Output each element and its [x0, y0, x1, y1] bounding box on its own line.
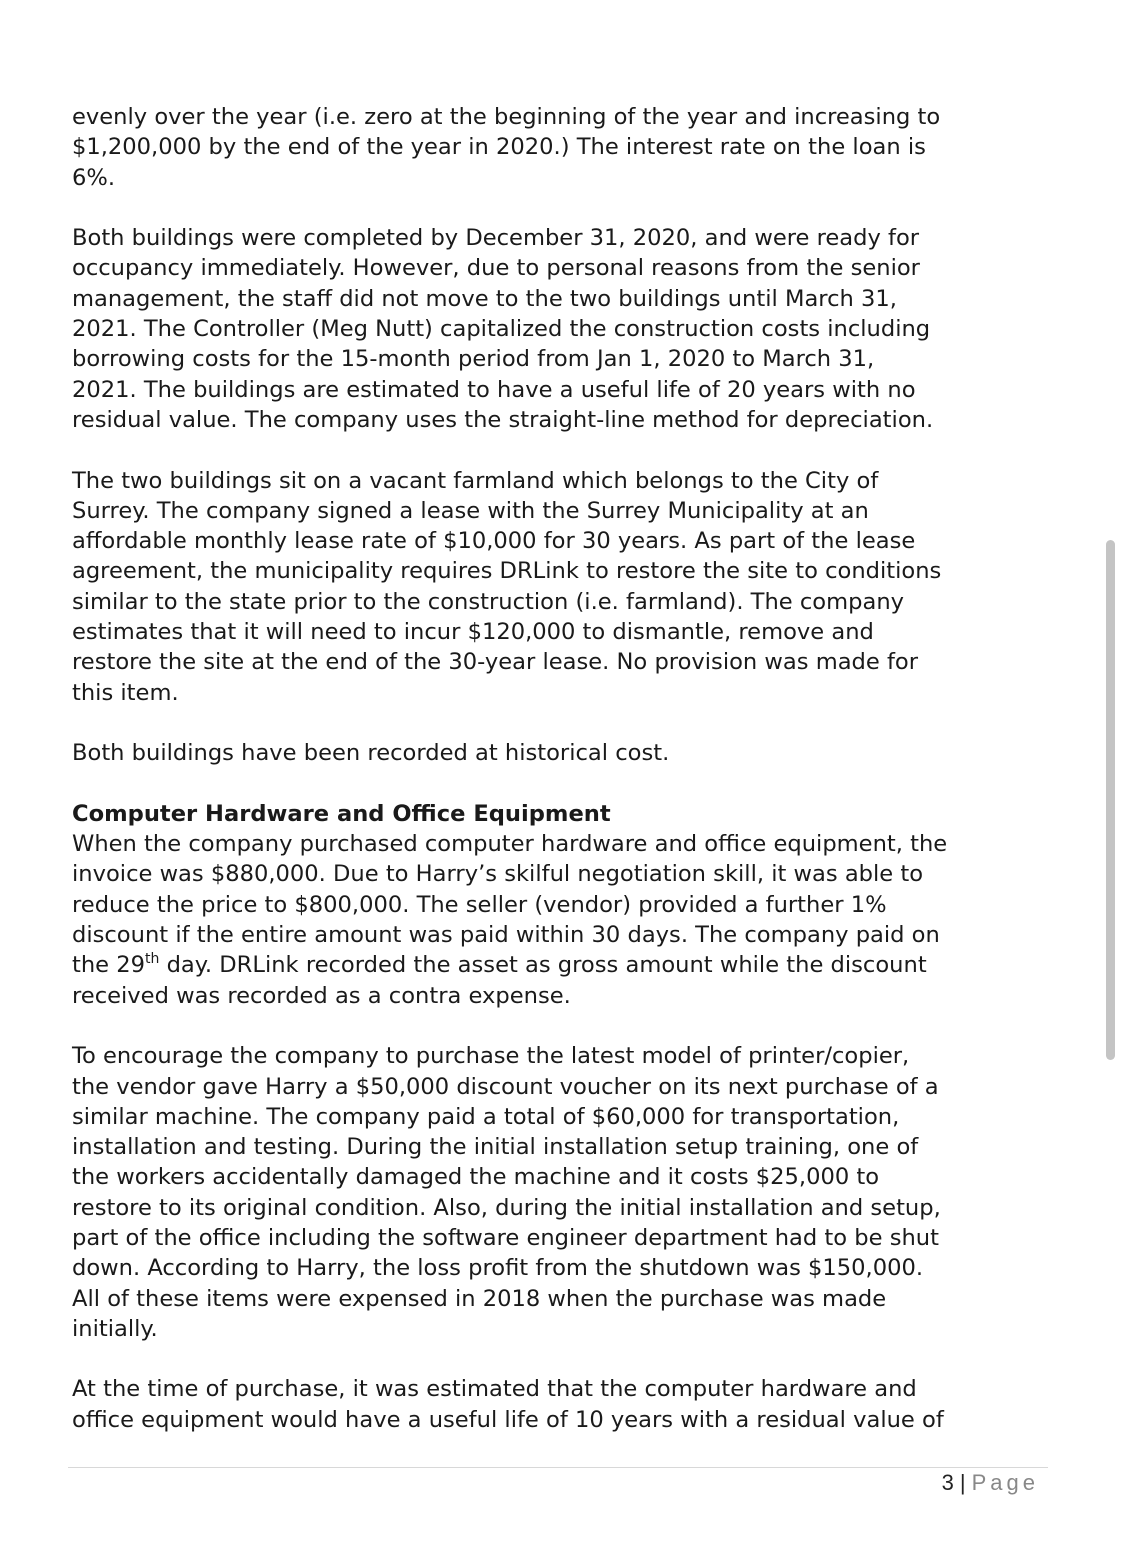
text-line: $1,200,000 by the end of the year in 2020.) The interest rate on the loan is	[72, 134, 926, 161]
paragraph-printer	[72, 1041, 1072, 1344]
text-line: restore to its original condition. Also, during the initial installation and setup,	[72, 1194, 941, 1221]
text-line: similar to the state prior to the construction (i.e. farmland). The company	[72, 588, 905, 615]
text-line: 2021. The buildings are estimated to have a useful life of 20 years with no	[72, 376, 916, 403]
text-line: agreement, the municipality requires DRLink to restore the site to conditions	[72, 558, 942, 585]
text-line: reduce the price to $800,000. The seller (vendor) provided a further 1%	[72, 891, 887, 918]
page-label: Page	[971, 1470, 1039, 1495]
paragraph-buildings-completed	[72, 223, 1072, 435]
text-line: To encourage the company to purchase the latest model of printer/copier,	[72, 1043, 910, 1070]
text-line	[72, 950, 1072, 980]
text-line: evenly over the year (i.e. zero at the beginning of the year and increasing to	[72, 104, 941, 130]
text-line: management, the staff did not move to the two buildings until March 31,	[72, 285, 897, 312]
text-line: estimates that it will need to incur $120,000 to dismantle, remove and	[72, 619, 874, 646]
text-line: the vendor gave Harry a $50,000 discount voucher on its next purchase of a	[72, 1073, 939, 1100]
text-line: The two buildings sit on a vacant farmland which belongs to the City of	[72, 467, 879, 494]
text-line: All of these items were expensed in 2018 when the purchase was made	[72, 1285, 887, 1312]
text-line: the workers accidentally damaged the machine and it costs $25,000 to	[72, 1164, 880, 1191]
paragraph-equipment-purchase	[72, 799, 1072, 1011]
text-line: Both buildings have been recorded at historical cost.	[72, 740, 670, 767]
text-line: similar machine. The company paid a total of $60,000 for transportation,	[72, 1103, 900, 1130]
text-line: Both buildings were completed by December 31, 2020, and were ready for	[72, 225, 920, 252]
paragraph-lease	[72, 466, 1072, 708]
text-line: At the time of purchase, it was estimated that the computer hardware and	[72, 1376, 917, 1403]
text-line: occupancy immediately. However, due to personal reasons from the senior	[72, 255, 920, 282]
text-line: 2021. The Controller (Meg Nutt) capitalized the construction costs including	[72, 316, 931, 343]
text-fragment: day. DRLink recorded the asset as gross amount while the discount	[159, 952, 927, 979]
text-line: 6%.	[72, 164, 116, 191]
text-line: residual value. The company uses the straight-line method for depreciation.	[72, 406, 934, 433]
paragraph-loan	[72, 102, 1072, 193]
vertical-scrollbar[interactable]	[1106, 540, 1115, 1060]
text-line: restore the site at the end of the 30-year lease. No provision was made for	[72, 649, 919, 676]
section-heading: Computer Hardware and Office Equipment	[72, 800, 611, 827]
text-line: this item.	[72, 679, 179, 706]
footer-separator: |	[959, 1470, 966, 1495]
text-line: office equipment would have a useful life of 10 years with a residual value of	[72, 1406, 944, 1433]
footer-divider	[68, 1467, 1048, 1468]
text-line: received was recorded as a contra expense.	[72, 982, 571, 1009]
paragraph-historical-cost	[72, 738, 1072, 768]
text-line: affordable monthly lease rate of $10,000 for 30 years. As part of the lease	[72, 528, 916, 555]
page-number: 3	[941, 1470, 954, 1495]
text-line: initially.	[72, 1315, 158, 1342]
document-page	[72, 102, 1072, 1465]
text-line: part of the office including the software engineer department had to be shut	[72, 1224, 939, 1251]
text-fragment: the 29	[72, 952, 146, 979]
text-line: installation and testing. During the initial installation setup training, one of	[72, 1134, 919, 1161]
text-line: discount if the entire amount was paid within 30 days. The company paid on	[72, 922, 940, 949]
text-line: invoice was $880,000. Due to Harry’s skilful negotiation skill, it was able to	[72, 861, 924, 888]
text-line: down. According to Harry, the loss profit from the shutdown was $150,000.	[72, 1255, 924, 1282]
text-line: Surrey. The company signed a lease with the Surrey Municipality at an	[72, 497, 869, 524]
text-line: When the company purchased computer hardware and office equipment, the	[72, 831, 948, 858]
text-line: borrowing costs for the 15-month period from Jan 1, 2020 to March 31,	[72, 346, 875, 373]
page-footer	[942, 1470, 1039, 1496]
paragraph-useful-life	[72, 1374, 1072, 1435]
superscript: th	[145, 951, 160, 968]
